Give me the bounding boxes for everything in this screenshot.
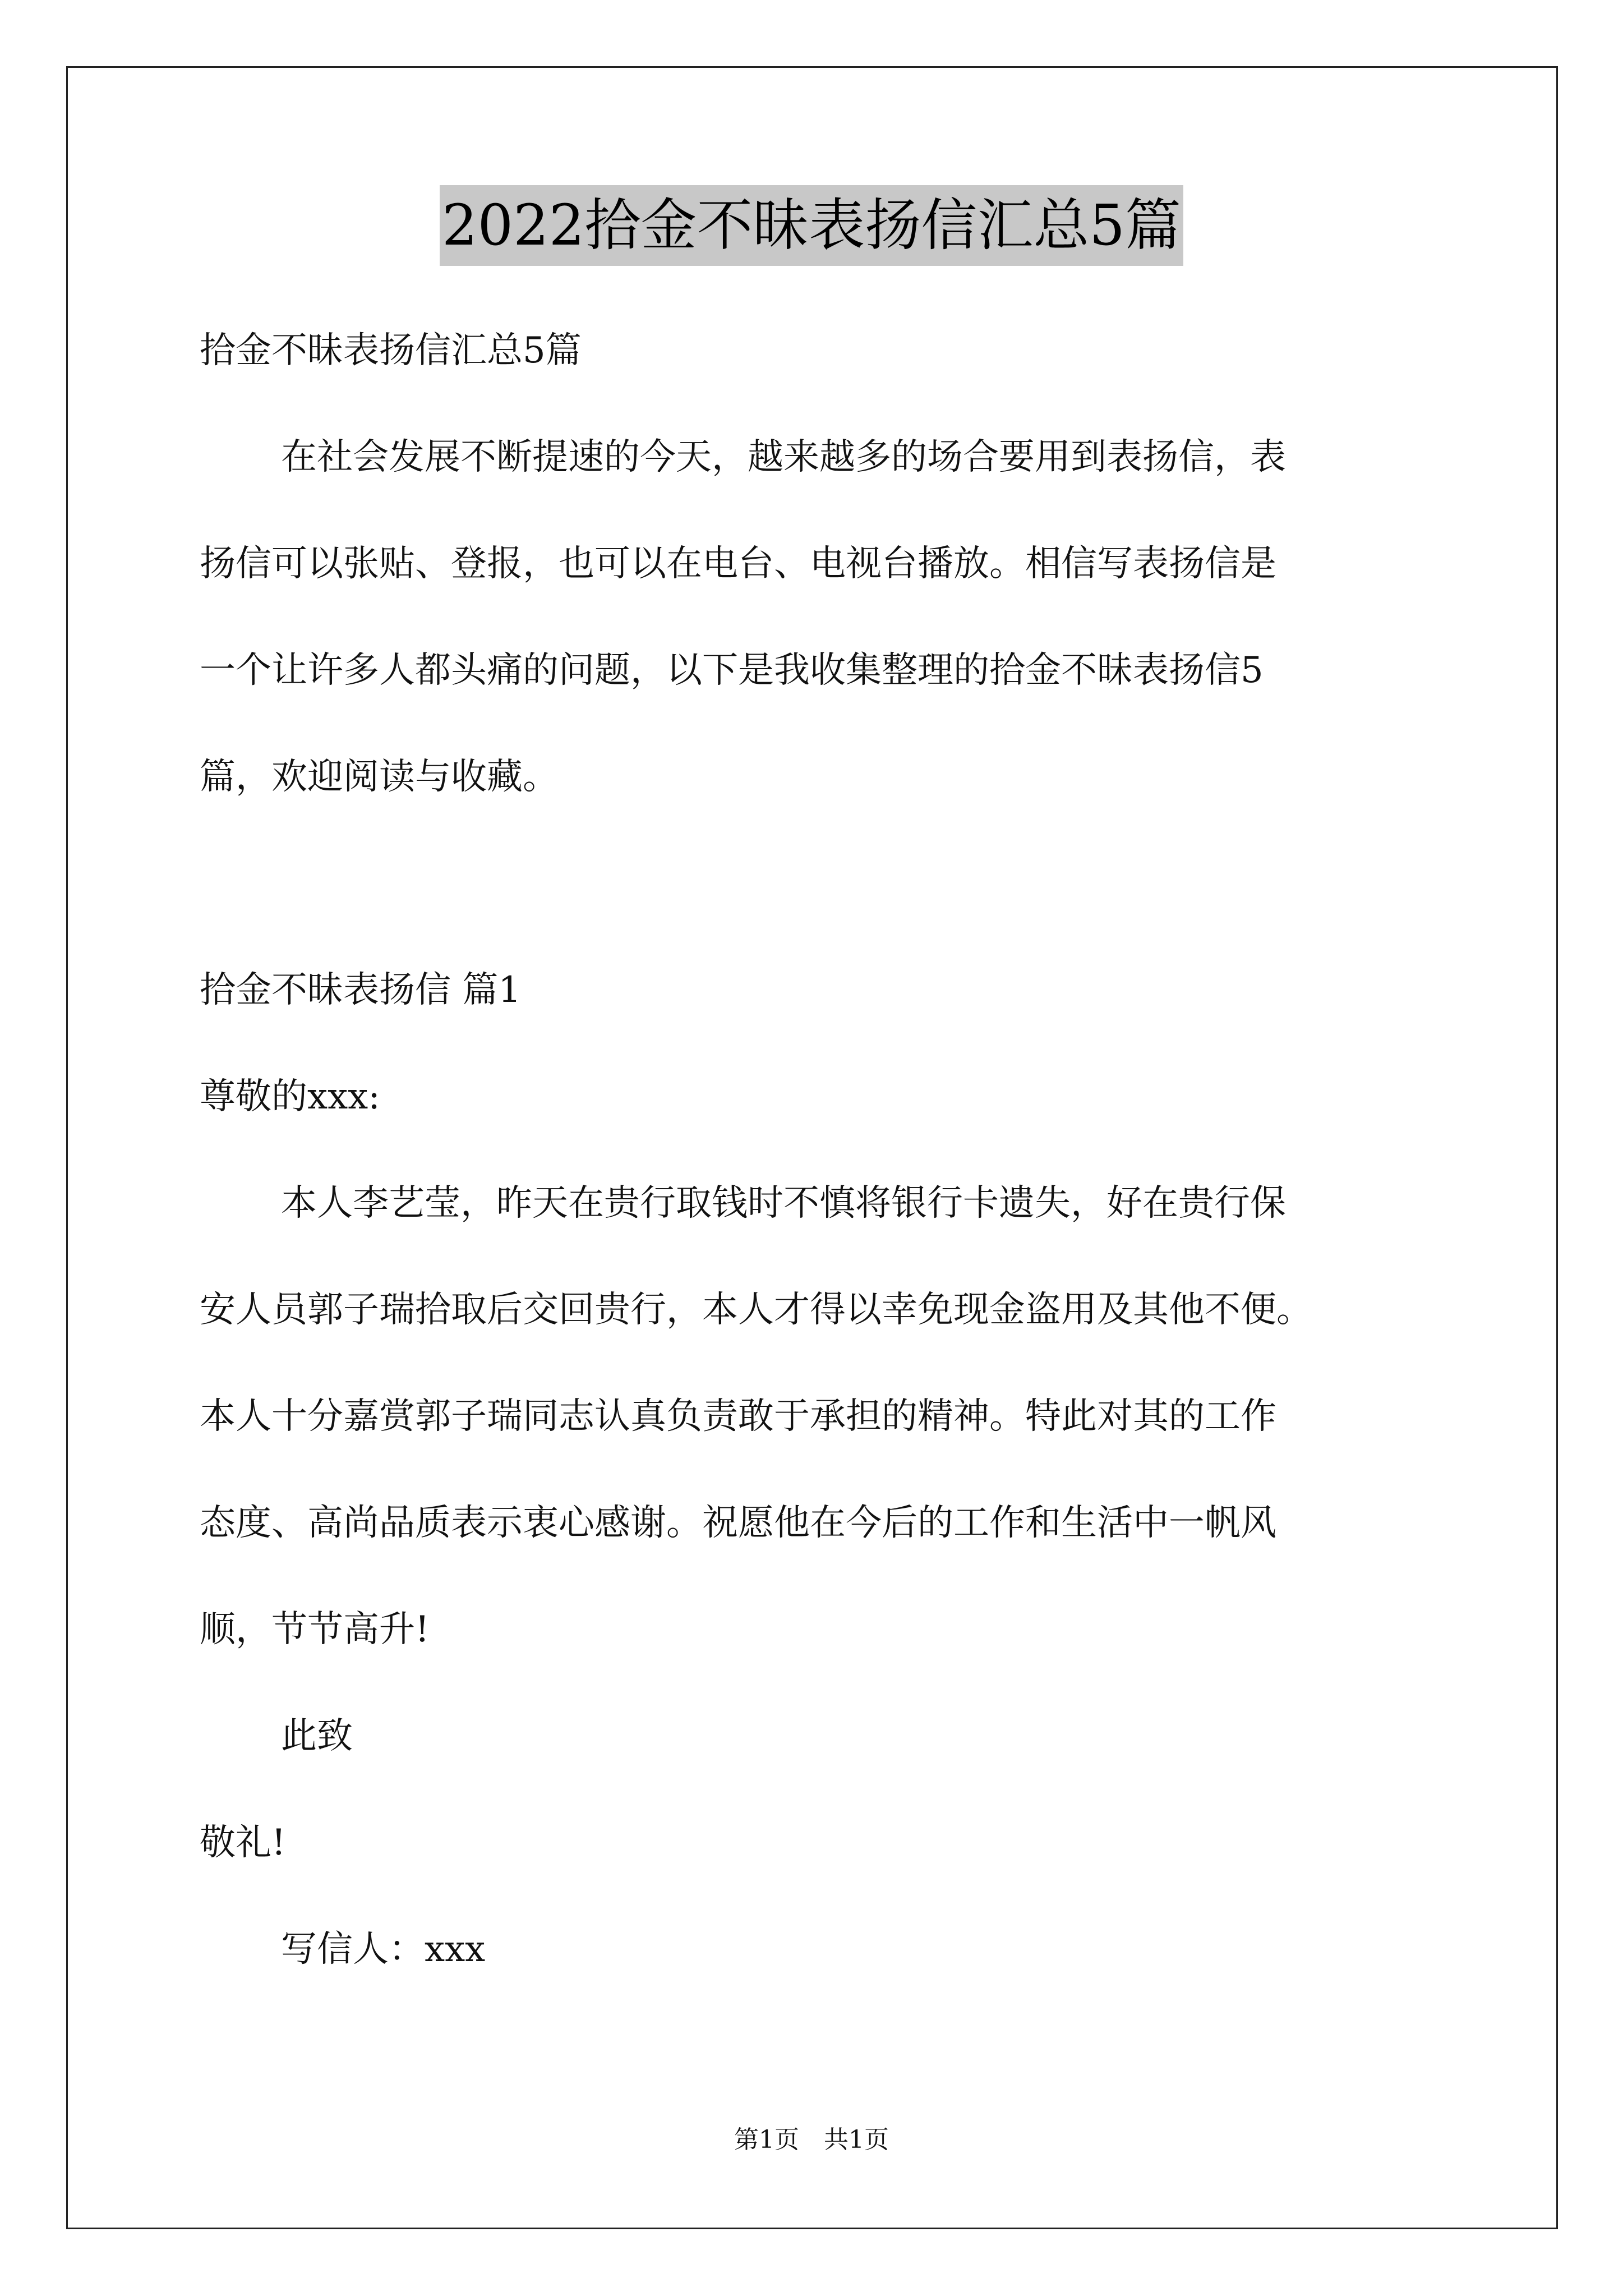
closing-line-1: 此致 <box>281 1715 353 1757</box>
closing-line-2: 敬礼! <box>200 1822 286 1864</box>
intro-line-4: 篇，欢迎阅读与收藏。 <box>200 756 559 798</box>
intro-line-1: 在社会发展不断提速的今天，越来越多的场合要用到表扬信，表 <box>281 436 1286 478</box>
salutation: 尊敬的xxx: <box>200 1076 380 1117</box>
body-line-2: 安人员郭子瑞拾取后交回贵行，本人才得以幸免现金盗用及其他不便。 <box>200 1289 1312 1331</box>
spacer <box>200 830 1433 937</box>
body-line-4: 态度、高尚品质表示衷心感谢。祝愿他在今后的工作和生活中一帆风 <box>200 1502 1276 1544</box>
document-body <box>200 185 1433 2003</box>
title-container <box>0 185 1623 297</box>
intro-line-2: 扬信可以张贴、登报，也可以在电台、电视台播放。相信写表扬信是 <box>200 543 1276 585</box>
intro-line-3: 一个让许多人都头痛的问题，以下是我收集整理的拾金不昧表扬信5 <box>200 650 1264 691</box>
signature: 写信人：xxx <box>281 1929 486 1970</box>
body-line-3: 本人十分嘉赏郭子瑞同志认真负责敢于承担的精神。特此对其的工作 <box>200 1396 1276 1437</box>
document-title: 2022拾金不昧表扬信汇总5篇 <box>440 185 1183 266</box>
body-line-1: 本人李艺莹，昨天在贵行取钱时不慎将银行卡遗失，好在贵行保 <box>281 1182 1286 1224</box>
section-heading: 拾金不昧表扬信 篇1 <box>200 969 522 1011</box>
body-line-5: 顺，节节高升! <box>200 1609 430 1650</box>
subtitle: 拾金不昧表扬信汇总5篇 <box>200 330 582 371</box>
page-footer: 第1页 共1页 <box>734 2125 889 2154</box>
